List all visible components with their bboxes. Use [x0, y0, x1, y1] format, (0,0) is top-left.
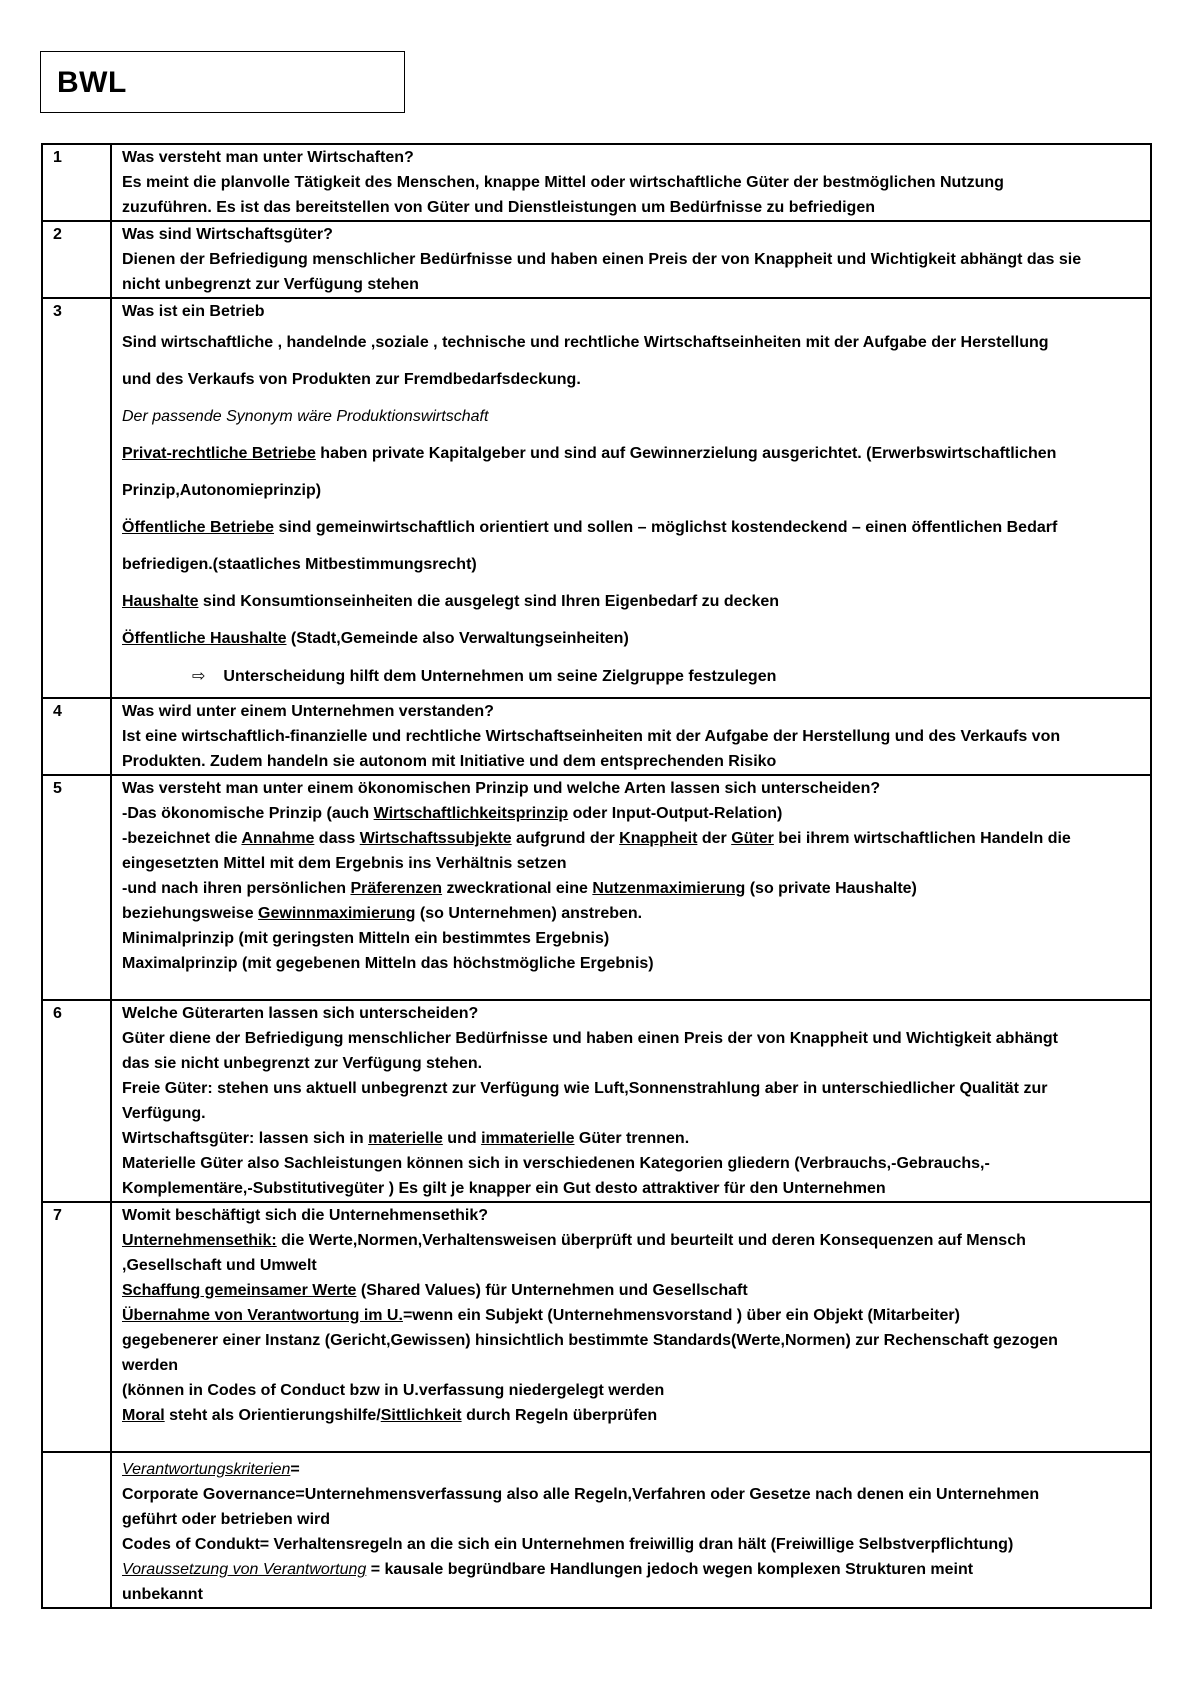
arrow-right-icon: ⇨ [192, 666, 206, 685]
answer-line: Komplementäre,-Substitutivegüter ) Es gilt je knapper ein Gut desto attraktiver für den Unternehmen [122, 1180, 886, 1197]
row-number: 4 [42, 698, 111, 775]
answer-line [122, 1278, 1142, 1303]
row-content [111, 221, 1151, 298]
question-text: Was versteht man unter Wirtschaften? [122, 149, 414, 166]
answer-line: Produkten. Zudem handeln sie autonom mit Initiative und dem entsprechenden Risiko [122, 753, 777, 770]
answer-line: Minimalprinzip (mit geringsten Mitteln ein bestimmtes Ergebnis) [122, 930, 610, 947]
answer-line: zuzuführen. Es ist das bereitstellen von Güter und Dienstleistungen um Bedürfnisse zu befriedigen [122, 199, 875, 216]
answer-text: (Shared Values) für Unternehmen und Gesellschaft [356, 1282, 748, 1299]
answer-line: (können in Codes of Conduct bzw in U.verfassung niedergelegt werden [122, 1382, 665, 1399]
answer-line [122, 801, 1142, 826]
answer-line: ,Gesellschaft und Umwelt [122, 1257, 317, 1274]
answer-text: und [442, 1130, 482, 1147]
answer-line: Prinzip,Autonomieprinzip) [122, 482, 322, 499]
answer-line [122, 1457, 1142, 1482]
term-oeffentliche-haushalte: Öffentliche Haushalte [122, 630, 287, 647]
row-number: 6 [42, 1000, 111, 1202]
document-title: BWL [57, 66, 127, 99]
answer-line: Ist eine wirtschaftlich-finanzielle und rechtliche Wirtschaftseinheiten mit der Aufgabe der Herstellung und des Verkaufs von [122, 728, 1061, 745]
term-privat: Privat-rechtliche Betriebe [122, 445, 316, 462]
answer-text: = [290, 1461, 300, 1478]
question-text: Womit beschäftigt sich die Unternehmensethik? [122, 1207, 488, 1224]
answer-line [122, 435, 1142, 472]
answer-line [122, 1557, 1142, 1582]
answer-text: bei ihrem wirtschaftlichen Handeln die [773, 830, 1071, 847]
row-content [111, 144, 1151, 221]
answer-line: gegebenerer einer Instanz (Gericht,Gewissen) hinsichtlich bestimmte Standards(Werte,Normen) zur Rechenschaft gezogen [122, 1332, 1058, 1349]
qa-table [41, 143, 1152, 1609]
table-row [42, 775, 1151, 1000]
term-nutzenmaximierung: Nutzenmaximierung [592, 880, 746, 897]
table-row [42, 221, 1151, 298]
answer-line [122, 620, 1142, 657]
table-row [42, 1202, 1151, 1452]
answer-line: Verfügung. [122, 1105, 206, 1122]
arrow-bullet-line [122, 657, 1142, 695]
answer-text: (so private Haushalte) [745, 880, 917, 897]
term-gueter: Güter [731, 830, 774, 847]
answer-line: Freie Güter: stehen uns aktuell unbegrenzt zur Verfügung wie Luft,Sonnenstrahlung aber in unterschiedlicher Qualität zur [122, 1080, 1048, 1097]
answer-line: und des Verkaufs von Produkten zur Fremdbedarfsdeckung. [122, 371, 581, 388]
answer-text: Güter trennen. [574, 1130, 690, 1147]
answer-text: Unterscheidung hilft dem Unternehmen um seine Zielgruppe festzulegen [223, 668, 777, 685]
row-content [111, 1452, 1151, 1608]
answer-text: durch Regeln überprüfen [461, 1407, 658, 1424]
answer-text: aufgrund der [511, 830, 620, 847]
answer-text: -und nach ihren persönlichen [122, 880, 351, 897]
answer-line: befriedigen.(staatliches Mitbestimmungsrecht) [122, 556, 477, 573]
answer-line: Sind wirtschaftliche , handelnde ,soziale , technische und rechtliche Wirtschaftseinheiten mit der Aufgabe der Herstellung [122, 334, 1049, 351]
row-content [111, 1000, 1151, 1202]
term-verantwortungskriterien: Verantwortungskriterien [122, 1461, 291, 1478]
answer-line [122, 901, 1142, 926]
term-haushalte: Haushalte [122, 593, 199, 610]
question-text: Was sind Wirtschaftsgüter? [122, 226, 333, 243]
answer-line: Es meint die planvolle Tätigkeit des Menschen, knappe Mittel oder wirtschaftliche Güter der bestmöglichen Nutzung [122, 174, 1004, 191]
term-immaterielle: immaterielle [481, 1130, 575, 1147]
question-text: Was versteht man unter einem ökonomischen Prinzip und welche Arten lassen sich unterscheiden? [122, 780, 881, 797]
term-voraussetzung-verantwortung: Voraussetzung von Verantwortung [122, 1561, 367, 1578]
answer-line: Dienen der Befriedigung menschlicher Bedürfnisse und haben einen Preis der von Knappheit und Wichtigkeit abhängt das sie [122, 251, 1082, 268]
row-number: 7 [42, 1202, 111, 1452]
term-schaffung-werte: Schaffung gemeinsamer Werte [122, 1282, 357, 1299]
answer-text: -Das ökonomische Prinzip (auch [122, 805, 374, 822]
answer-text: steht als Orientierungshilfe/ [164, 1407, 381, 1424]
answer-line: Corporate Governance=Unternehmensverfassung also alle Regeln,Verfahren oder Gesetze nach denen ein Unternehmen [122, 1486, 1040, 1503]
question-text: Welche Güterarten lassen sich unterscheiden? [122, 1005, 479, 1022]
term-sittlichkeit: Sittlichkeit [380, 1407, 462, 1424]
answer-text: (so Unternehmen) anstreben. [415, 905, 643, 922]
answer-text: (Stadt,Gemeinde also Verwaltungseinheiten) [286, 630, 629, 647]
answer-text: dass [314, 830, 360, 847]
row-content [111, 298, 1151, 698]
table-row [42, 144, 1151, 221]
answer-line: Güter diene der Befriedigung menschlicher Bedürfnisse und haben einen Preis der von Knappheit und Wichtigkeit abhängt [122, 1030, 1058, 1047]
answer-text: zweckrational eine [442, 880, 593, 897]
row-number: 2 [42, 221, 111, 298]
term-moral: Moral [122, 1407, 165, 1424]
answer-text: Wirtschaftsgüter: lassen sich in [122, 1130, 369, 1147]
answer-text: sind gemeinwirtschaftlich orientiert und sollen – möglichst kostendeckend – einen öffentlichen Bedarf [274, 519, 1058, 536]
row-number [42, 1452, 111, 1608]
question-text: Was wird unter einem Unternehmen verstanden? [122, 703, 494, 720]
term-wirtschaftlichkeitsprinzip: Wirtschaftlichkeitsprinzip [373, 805, 569, 822]
table-row [42, 298, 1151, 698]
row-number: 1 [42, 144, 111, 221]
answer-line: Codes of Condukt= Verhaltensregeln an die sich ein Unternehmen freiwillig dran hält (Freiwillige Selbstverpflichtung) [122, 1536, 1014, 1553]
term-materielle: materielle [368, 1130, 443, 1147]
answer-line [122, 876, 1142, 901]
answer-line [122, 1403, 1142, 1428]
answer-line: Materielle Güter also Sachleistungen können sich in verschiedenen Kategorien gliedern (Verbrauchs,-Gebrauchs,- [122, 1155, 990, 1172]
table-row [42, 1452, 1151, 1608]
row-number: 3 [42, 298, 111, 698]
answer-line: Maximalprinzip (mit gegebenen Mitteln das höchstmögliche Ergebnis) [122, 955, 654, 972]
document-title-box [40, 51, 405, 113]
answer-text: der [697, 830, 732, 847]
answer-text: = kausale begründbare Handlungen jedoch wegen komplexen Strukturen meint [366, 1561, 974, 1578]
question-text: Was ist ein Betrieb [122, 303, 265, 320]
row-content [111, 1202, 1151, 1452]
answer-line [122, 1228, 1142, 1253]
answer-text: =wenn ein Subjekt (Unternehmensvorstand ) über ein Objekt (Mitarbeiter) [402, 1307, 960, 1324]
answer-text: haben private Kapitalgeber und sind auf Gewinnerzielung ausgerichtet. (Erwerbswirtschaftlichen [315, 445, 1057, 462]
answer-line [122, 1126, 1142, 1151]
term-praeferenzen: Präferenzen [350, 880, 443, 897]
term-unternehmensethik: Unternehmensethik: [122, 1232, 277, 1249]
answer-line [122, 583, 1142, 620]
term-annahme: Annahme [241, 830, 315, 847]
table-row [42, 698, 1151, 775]
answer-line: nicht unbegrenzt zur Verfügung stehen [122, 276, 419, 293]
row-content [111, 698, 1151, 775]
answer-line: eingesetzten Mittel mit dem Ergebnis ins Verhältnis setzen [122, 855, 567, 872]
term-uebernahme-verantwortung: Übernahme von Verantwortung im U. [122, 1307, 403, 1324]
answer-text: sind Konsumtionseinheiten die ausgelegt sind Ihren Eigenbedarf zu decken [198, 593, 780, 610]
term-knappheit: Knappheit [619, 830, 698, 847]
answer-text: die Werte,Normen,Verhaltensweisen überprüft und beurteilt und deren Konsequenzen auf Mensch [276, 1232, 1026, 1249]
term-oeffentlich: Öffentliche Betriebe [122, 519, 275, 536]
answer-line [122, 1303, 1142, 1328]
row-number: 5 [42, 775, 111, 1000]
answer-line: geführt oder betrieben wird [122, 1511, 331, 1528]
answer-line: unbekannt [122, 1586, 203, 1603]
table-row [42, 1000, 1151, 1202]
answer-text: -bezeichnet die [122, 830, 242, 847]
answer-line: das sie nicht unbegrenzt zur Verfügung stehen. [122, 1055, 483, 1072]
answer-text: oder Input-Output-Relation) [568, 805, 783, 822]
answer-line: werden [122, 1357, 179, 1374]
row-content [111, 775, 1151, 1000]
answer-line [122, 509, 1142, 546]
term-gewinnmaximierung: Gewinnmaximierung [258, 905, 416, 922]
answer-text: beziehungsweise [122, 905, 259, 922]
answer-line [122, 826, 1142, 851]
term-wirtschaftssubjekte: Wirtschaftssubjekte [359, 830, 512, 847]
synonym-note: Der passende Synonym wäre Produktionswirtschaft [122, 408, 489, 425]
